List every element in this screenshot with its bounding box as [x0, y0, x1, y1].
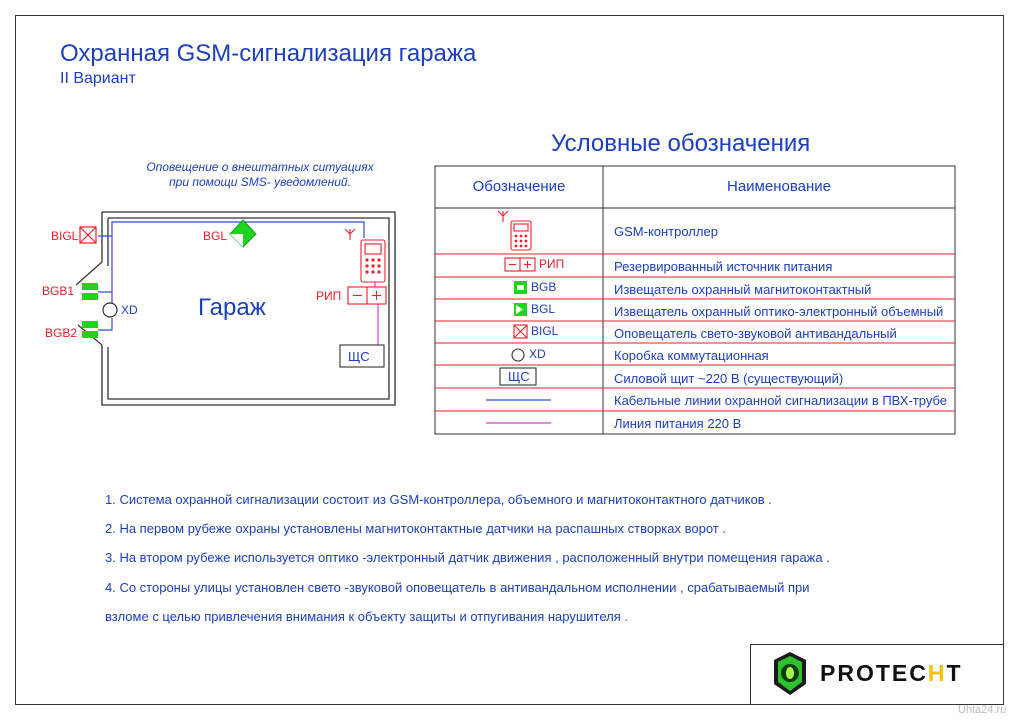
legend-row-name: Коробка коммутационная	[614, 348, 769, 363]
protecht-emblem-icon	[770, 650, 810, 698]
notification-note-line: при помощи SMS- уведомлений.	[169, 175, 351, 189]
battery-icon	[505, 258, 535, 271]
description-paragraph: 1. Система охранной сигнализации состоит из GSM-контроллера, объемного и магнитоконтактного датчиков .	[105, 492, 772, 507]
legend-row-name: Извещатель охранный оптико-электронный объемный	[614, 304, 944, 319]
room-label: Гараж	[198, 294, 266, 321]
motion-sensor-label: BGL	[203, 229, 228, 243]
description-paragraph: 2. На первом рубеже охраны установлены магнитоконтактные датчики на распашных створках ворот .	[105, 521, 726, 536]
legend-header-name: Наименование	[727, 178, 831, 195]
legend-symbol-label: XD	[529, 347, 546, 361]
watermark: Uhta24.ru	[958, 704, 1007, 716]
legend-symbol-label: BIGL	[531, 324, 559, 338]
legend-row-name: Оповещатель свето-звуковой антивандальный	[614, 326, 897, 341]
brand-suffix: T	[946, 660, 963, 686]
brand-prefix: PROTEC	[820, 660, 928, 686]
motion-sensor-icon	[230, 220, 256, 247]
siren-icon	[514, 325, 527, 338]
page-subtitle: II Вариант	[60, 70, 136, 87]
junction-box-label: XD	[121, 303, 138, 317]
legend-title: Условные обозначения	[551, 130, 811, 157]
legend-header-symbol: Обозначение	[472, 178, 566, 195]
legend-symbol-label: BGB	[531, 280, 557, 294]
brand-name	[820, 660, 963, 687]
description-paragraph: 4. Со стороны улицы установлен свето -звуковой оповещатель в антивандальном исполнении , срабатываемый при	[105, 580, 810, 595]
gsm-controller-icon	[498, 211, 531, 250]
siren-icon	[80, 227, 96, 243]
brand-highlight: H	[927, 660, 947, 686]
legend-row-name: Извещатель охранный магнитоконтактный	[614, 282, 872, 297]
legend-row-name: Силовой щит ~220 В (существующий)	[614, 371, 844, 386]
legend-row-name: Резервированный источник питания	[614, 259, 833, 274]
power-panel-label: ЩС	[348, 349, 370, 364]
magnetic-sensor-1-label: BGB1	[42, 284, 75, 298]
junction-box-icon	[512, 349, 524, 361]
magnetic-sensor-icon	[514, 281, 527, 294]
legend-symbol-label: ЩС	[508, 369, 530, 384]
legend-row-name: GSM-контроллер	[614, 224, 718, 239]
description-paragraph: 3. На втором рубеже используется оптико -электронный датчик движения , расположенный внутри помещения гаража .	[105, 550, 830, 565]
siren-label: BIGL	[51, 229, 79, 243]
notification-note-line: Оповещение о внештатных ситуациях	[146, 160, 374, 174]
motion-sensor-icon	[514, 303, 527, 316]
magnetic-sensor-icon	[82, 321, 98, 338]
legend-row-name: Кабельные линии охранной сигнализации в ПВХ-трубе	[614, 393, 947, 408]
battery-label: РИП	[316, 289, 342, 303]
legend-symbol-label: РИП	[539, 257, 565, 271]
page-title: Охранная GSM-сигнализация гаража	[60, 40, 477, 67]
legend-row-name: Линия питания 220 В	[614, 416, 742, 431]
gsm-controller-icon	[345, 229, 385, 282]
magnetic-sensor-2-label: BGB2	[45, 326, 78, 340]
battery-icon	[348, 287, 386, 304]
legend-symbol-label: BGL	[531, 302, 556, 316]
junction-box-icon	[103, 303, 117, 317]
description-paragraph: взломе с целью привлечения внимания к объекту защиты и отпугивания нарушителя .	[105, 609, 629, 624]
magnetic-sensor-icon	[82, 283, 98, 300]
gate-leaf-upper	[76, 262, 102, 285]
